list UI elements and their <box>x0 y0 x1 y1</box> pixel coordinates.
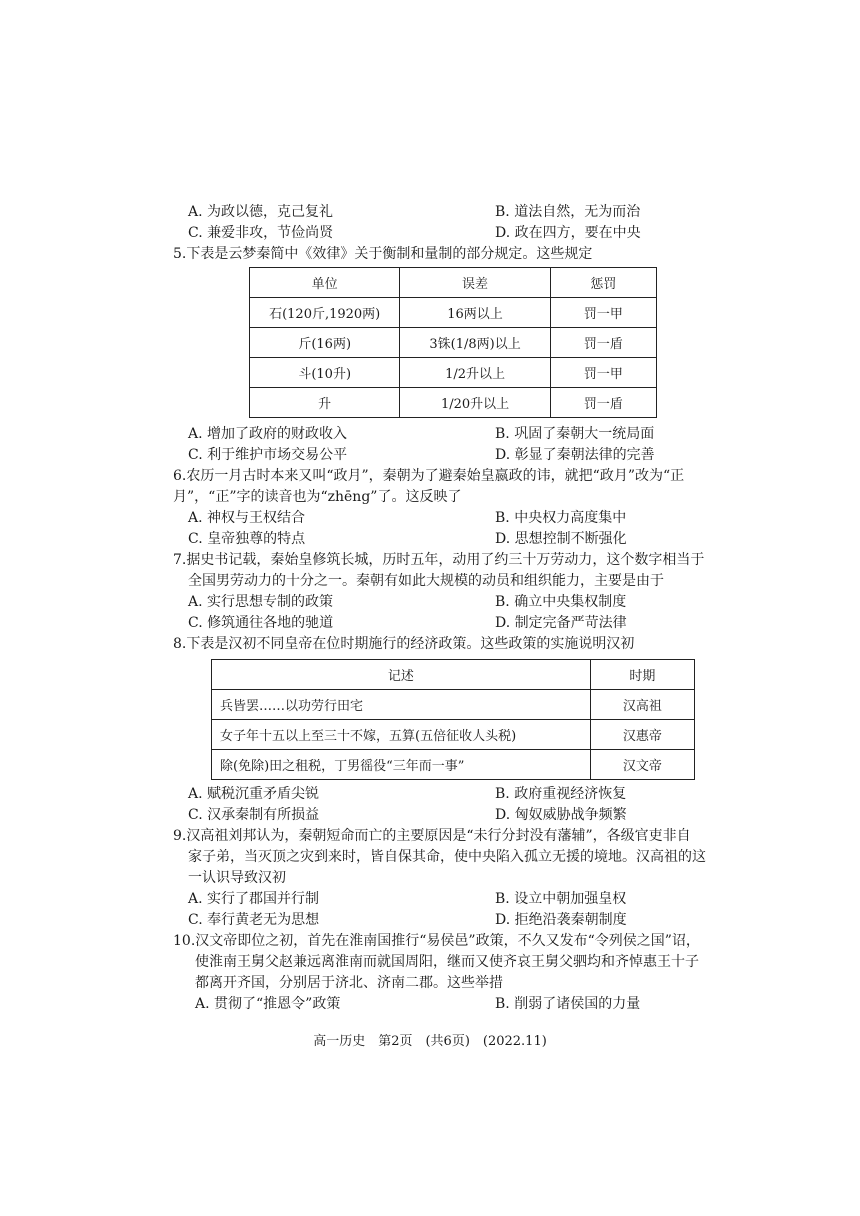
table-row <box>212 720 695 750</box>
q7-stem-line: 7.据史书记载，秦始皇修筑长城，历时五年，动用了约三十万劳动力，这个数字相当于 <box>173 552 705 568</box>
q10-stem-line: 10.汉文帝即位之初，首先在淮南国推行“易侯邑”政策，不久又发布“令列侯之国”诏， <box>173 933 700 949</box>
q6-option-b: B. 中央权力高度集中 <box>495 510 627 526</box>
q6-option-d: D. 思想控制不断强化 <box>495 531 627 547</box>
table-cell: 汉高祖 <box>590 690 694 720</box>
table-row <box>212 750 695 780</box>
q9-option-d: D. 拒绝沿袭秦朝制度 <box>495 912 627 928</box>
table-cell: 升 <box>250 388 400 418</box>
table-row <box>250 358 657 388</box>
q9-option-b: B. 设立中朝加强皇权 <box>495 891 627 907</box>
q4-option-d: D. 政在四方，要在中央 <box>495 225 641 241</box>
table-cell: 汉惠帝 <box>590 720 694 750</box>
table-cell: 罚一盾 <box>550 328 656 358</box>
q9-option-c: C. 奉行黄老无为思想 <box>188 912 320 928</box>
q10-stem-line: 都离开齐国，分别居于济北、济南二郡。这些举措 <box>195 975 503 991</box>
q9-stem-line: 9.汉高祖刘邦认为，秦朝短命而亡的主要原因是“未行分封没有藩辅”，各级官吏非自 <box>173 828 691 844</box>
q5-table <box>249 267 657 418</box>
q7-option-b: B. 确立中央集权制度 <box>495 594 627 610</box>
q10-option-b: B. 削弱了诸侯国的力量 <box>495 996 641 1012</box>
q5-option-a: A. 增加了政府的财政收入 <box>188 426 348 442</box>
q6-stem-line: 月”，“正”字的读音也为“zhēng”了。这反映了 <box>173 489 462 505</box>
table-header-cell: 惩罚 <box>550 268 656 298</box>
table-cell: 汉文帝 <box>590 750 694 780</box>
q7-stem-line: 全国男劳动力的十分之一。秦朝有如此大规模的动员和组织能力，主要是由于 <box>188 573 664 589</box>
table-header-cell: 时期 <box>590 660 694 690</box>
q5-option-c: C. 利于维护市场交易公平 <box>188 447 348 463</box>
table-row <box>250 328 657 358</box>
q8-table <box>211 659 695 780</box>
table-cell: 罚一盾 <box>550 388 656 418</box>
q9-stem-line: 一认识导致汉初 <box>188 870 286 886</box>
q7-option-d: D. 制定完备严苛法律 <box>495 615 627 631</box>
q10-stem-line: 使淮南王舅父赵兼远离淮南而就国周阳，继而又使齐哀王舅父驷均和齐悼惠王十子 <box>195 954 699 970</box>
table-header-cell: 误差 <box>400 268 550 298</box>
q9-stem-line: 家子弟，当灭顶之灾到来时，皆自保其命，使中央陷入孤立无援的境地。汉高祖的这 <box>188 849 706 865</box>
q8-option-a: A. 赋税沉重矛盾尖锐 <box>188 786 320 802</box>
q4-option-c: C. 兼爱非攻，节俭尚贤 <box>188 225 334 241</box>
q6-stem-line: 6.农历一月古时本来又叫“政月”，秦朝为了避秦始皇嬴政的讳，就把“政月”改为“正 <box>173 468 685 484</box>
table-header-cell: 记述 <box>212 660 591 690</box>
table-row <box>250 388 657 418</box>
q6-option-c: C. 皇帝独尊的特点 <box>188 531 306 547</box>
q7-option-a: A. 实行思想专制的政策 <box>188 594 334 610</box>
table-cell: 女子年十五以上至三十不嫁，五算(五倍征收人头税) <box>212 720 591 750</box>
q6-option-a: A. 神权与王权结合 <box>188 510 306 526</box>
q9-option-a: A. 实行了郡国并行制 <box>188 891 320 907</box>
table-cell: 石(120斤,1920两) <box>250 298 400 328</box>
q8-option-b: B. 政府重视经济恢复 <box>495 786 627 802</box>
table-cell: 罚一甲 <box>550 358 656 388</box>
page-footer: 高一历史 第2页 (共6页) (2022.11) <box>313 1034 547 1049</box>
table-cell: 斗(10升) <box>250 358 400 388</box>
table-cell: 3铢(1/8两)以上 <box>400 328 550 358</box>
q8-stem: 8.下表是汉初不同皇帝在位时期施行的经济政策。这些政策的实施说明汉初 <box>173 636 635 652</box>
q7-option-c: C. 修筑通往各地的驰道 <box>188 615 334 631</box>
table-cell: 斤(16两) <box>250 328 400 358</box>
table-header-row <box>212 660 695 690</box>
table-cell: 除(免除)田之租税，丁男徭役“三年而一事” <box>212 750 591 780</box>
q5-stem: 5.下表是云梦秦简中《效律》关于衡制和量制的部分规定。这些规定 <box>173 246 593 262</box>
q5-option-b: B. 巩固了秦朝大一统局面 <box>495 426 655 442</box>
table-cell: 兵皆罢……以功劳行田宅 <box>212 690 591 720</box>
table-cell: 1/20升以上 <box>400 388 550 418</box>
table-row <box>212 690 695 720</box>
q10-option-a: A. 贯彻了“推恩令”政策 <box>195 996 341 1012</box>
q4-option-a: A. 为政以德，克己复礼 <box>188 204 334 220</box>
table-row <box>250 298 657 328</box>
q4-option-b: B. 道法自然，无为而治 <box>495 204 641 220</box>
table-header-cell: 单位 <box>250 268 400 298</box>
table-cell: 16两以上 <box>400 298 550 328</box>
q8-option-c: C. 汉承秦制有所损益 <box>188 807 320 823</box>
q8-option-d: D. 匈奴威胁战争频繁 <box>495 807 627 823</box>
q5-option-d: D. 彰显了秦朝法律的完善 <box>495 447 655 463</box>
table-cell: 1/2升以上 <box>400 358 550 388</box>
table-cell: 罚一甲 <box>550 298 656 328</box>
table-header-row <box>250 268 657 298</box>
